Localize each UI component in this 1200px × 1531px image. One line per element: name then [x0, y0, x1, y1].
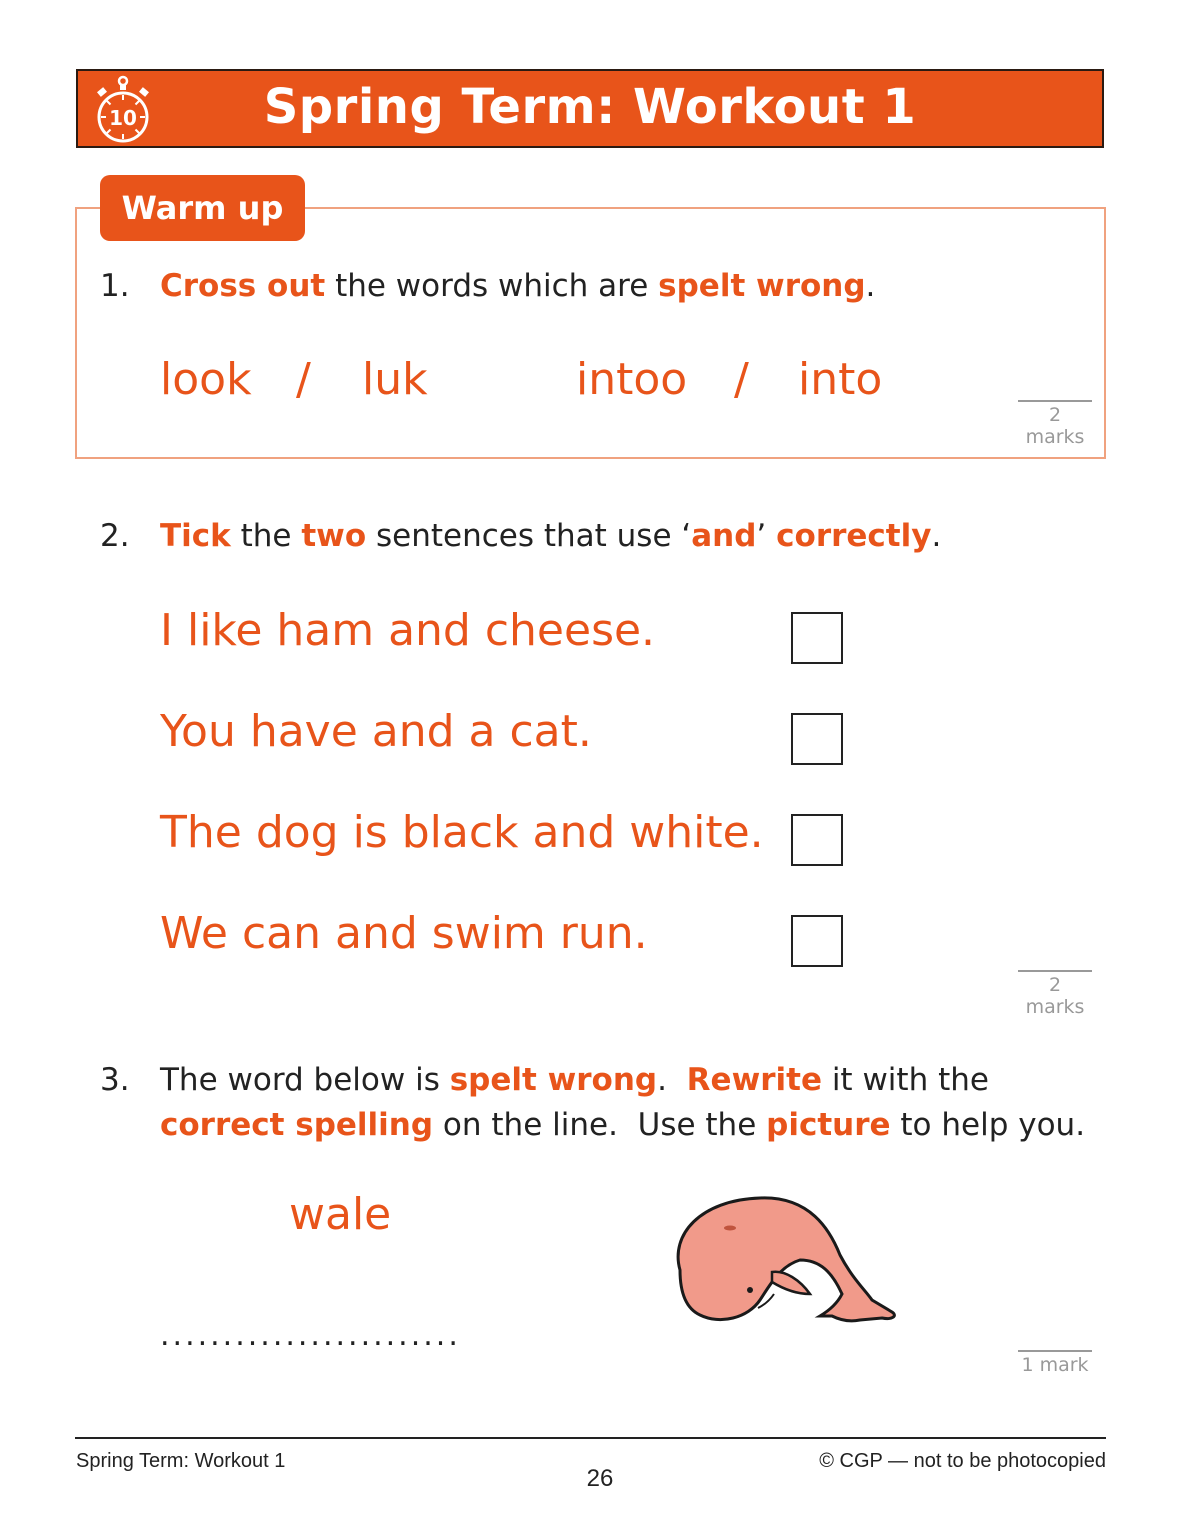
tick-checkbox-1[interactable] — [791, 612, 843, 664]
tick-checkbox-4[interactable] — [791, 915, 843, 967]
word-option-intoo[interactable]: intoo — [576, 354, 688, 405]
warm-up-tab: Warm up — [100, 175, 305, 241]
word-separator: / — [734, 354, 749, 405]
question-3-instruction-line-1: The word below is spelt wrong. Rewrite it with the — [160, 1062, 989, 1098]
sentence-3: The dog is black and white. — [160, 807, 764, 858]
marks-label-q1: 2 marks — [1018, 400, 1092, 448]
word-option-into[interactable]: into — [798, 354, 883, 405]
sentence-2: You have and a cat. — [160, 706, 592, 757]
page-title: Spring Term: Workout 1 — [263, 79, 917, 135]
misspelled-word: wale — [289, 1189, 392, 1240]
sentence-1: I like ham and cheese. — [160, 605, 656, 656]
warm-up-section — [75, 207, 1106, 459]
page-header — [76, 69, 1104, 148]
question-1-instruction: Cross out the words which are spelt wrong. — [160, 268, 876, 304]
word-option-look[interactable]: look — [160, 354, 252, 405]
footer-copyright: © CGP — not to be photocopied — [819, 1450, 1106, 1472]
marks-label-q2: 2 marks — [1018, 970, 1092, 1018]
word-option-luk[interactable]: luk — [362, 354, 428, 405]
sentence-4: We can and swim run. — [160, 908, 648, 959]
question-2-number: 2. — [100, 518, 130, 554]
tick-checkbox-2[interactable] — [791, 713, 843, 765]
question-3-number: 3. — [100, 1062, 130, 1098]
tick-checkbox-3[interactable] — [791, 814, 843, 866]
marks-label-q3: 1 mark — [1018, 1350, 1092, 1376]
question-2-instruction: Tick the two sentences that use ‘and’ correctly. — [160, 518, 942, 554]
footer-divider — [75, 1437, 1106, 1439]
svg-text:10: 10 — [109, 106, 137, 130]
question-1-number: 1. — [100, 268, 130, 304]
word-separator: / — [296, 354, 311, 405]
footer-section-title: Spring Term: Workout 1 — [76, 1450, 286, 1472]
question-3-instruction-line-2: correct spelling on the line. Use the picture to help you. — [160, 1107, 1086, 1143]
page-number: 26 — [586, 1465, 614, 1492]
answer-line[interactable]: ........................ — [160, 1318, 461, 1353]
whale-illustration-icon — [660, 1190, 910, 1330]
